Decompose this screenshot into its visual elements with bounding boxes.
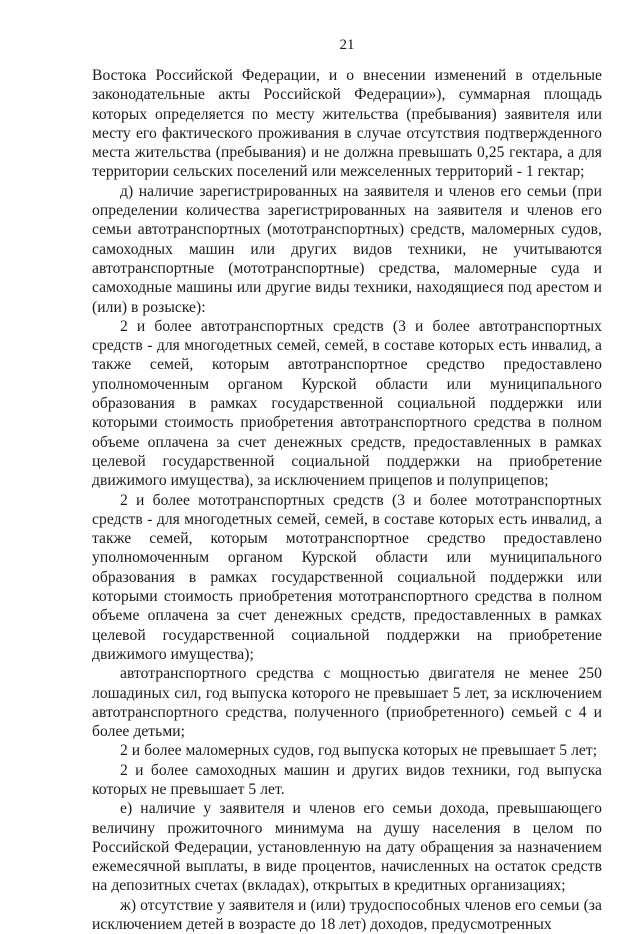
paragraph-engine-power: автотранспортного средства с мощностью двигателя не менее 250 лошадиных сил, год выпуска которого не превышает 5 лет, за исключением автотранспортного средства, полученного (приобретенного) семьей с 4 и более детьми; <box>92 665 602 741</box>
paragraph-auto-vehicles: 2 и более автотранспортных средств (3 и более автотранспортных средств - для многодетных семей, семей, в составе которых есть инвалид, а также семей, которым автотранспортное средство предоставлено уполномоченным органом Курской области или муниципального образования в рамках государственной социальной поддержки или которыми стоимость приобретения автотранспортного средства в полном объеме оплачена за счет денежных средств, предоставленных в рамках целевой государственной социальной поддержки на приобретение движимого имущества), за исключением прицепов и полуприцепов; <box>92 317 602 490</box>
paragraph-small-vessels: 2 и более маломерных судов, год выпуска которых не превышает 5 лет; <box>120 742 598 760</box>
page-number: 21 <box>339 37 355 53</box>
paragraph-d-vehicles: д) наличие зарегистрированных на заявителя и членов его семьи (при определении количества зарегистрированных на заявителя и членов его семьи автотранспортных (мототранспортных) средств, маломерных судов, самоходных машин или других видов техники, не учитываются автотранспортные (мототранспортные) средства, маломерные суда и самоходные машины или другие виды техники, находящиеся под арестом и (или) в розыске): <box>92 182 602 316</box>
paragraph-self-propelled: 2 и более самоходных машин и других видов техники, год выпуска которых не превышает 5 лет. <box>92 761 602 798</box>
paragraph-moto-vehicles: 2 и более мототранспортных средств (3 и более мототранспортных средств - для многодетных семей, семей, в составе которых есть инвалид, а также семей, которым мототранспортное средство предоставлено уполномоченным органом Курской области или муниципального образования в рамках государственной социальной поддержки или которыми стоимость приобретения мототранспортного средства в полном объеме оплачена за счет денежных средств, предоставленных в рамках целевой государственной социальной поддержки на приобретение движимого имущества); <box>92 491 602 663</box>
paragraph-zh-no-income: ж) отсутствие у заявителя и (или) трудоспособных членов его семьи (за исключением детей в возрасте до 18 лет) доходов, предусмотренных <box>92 896 602 934</box>
paragraph-e-income: е) наличие у заявителя и членов его семьи дохода, превышающего величину прожиточного минимума на душу населения в целом по Российской Федерации, установленную на дату обращения за назначением ежемесячной выплаты, в виде процентов, начисленных на остаток средств на депозитных счетах (вкладах), открытых в кредитных организациях; <box>92 800 602 895</box>
paragraph-continuation: Востока Российской Федерации, и о внесении изменений в отдельные законодательные акты Российской Федерации»), суммарная площадь которых определяется по месту жительства (пребывания) заявителя или месту его фактического проживания в случае отсутствия подтвержденного места жительства (пребывания) и не должна превышать 0,25 гектара, а для территории сельских поселений или межселенных территорий - 1 гектар; <box>92 67 602 181</box>
